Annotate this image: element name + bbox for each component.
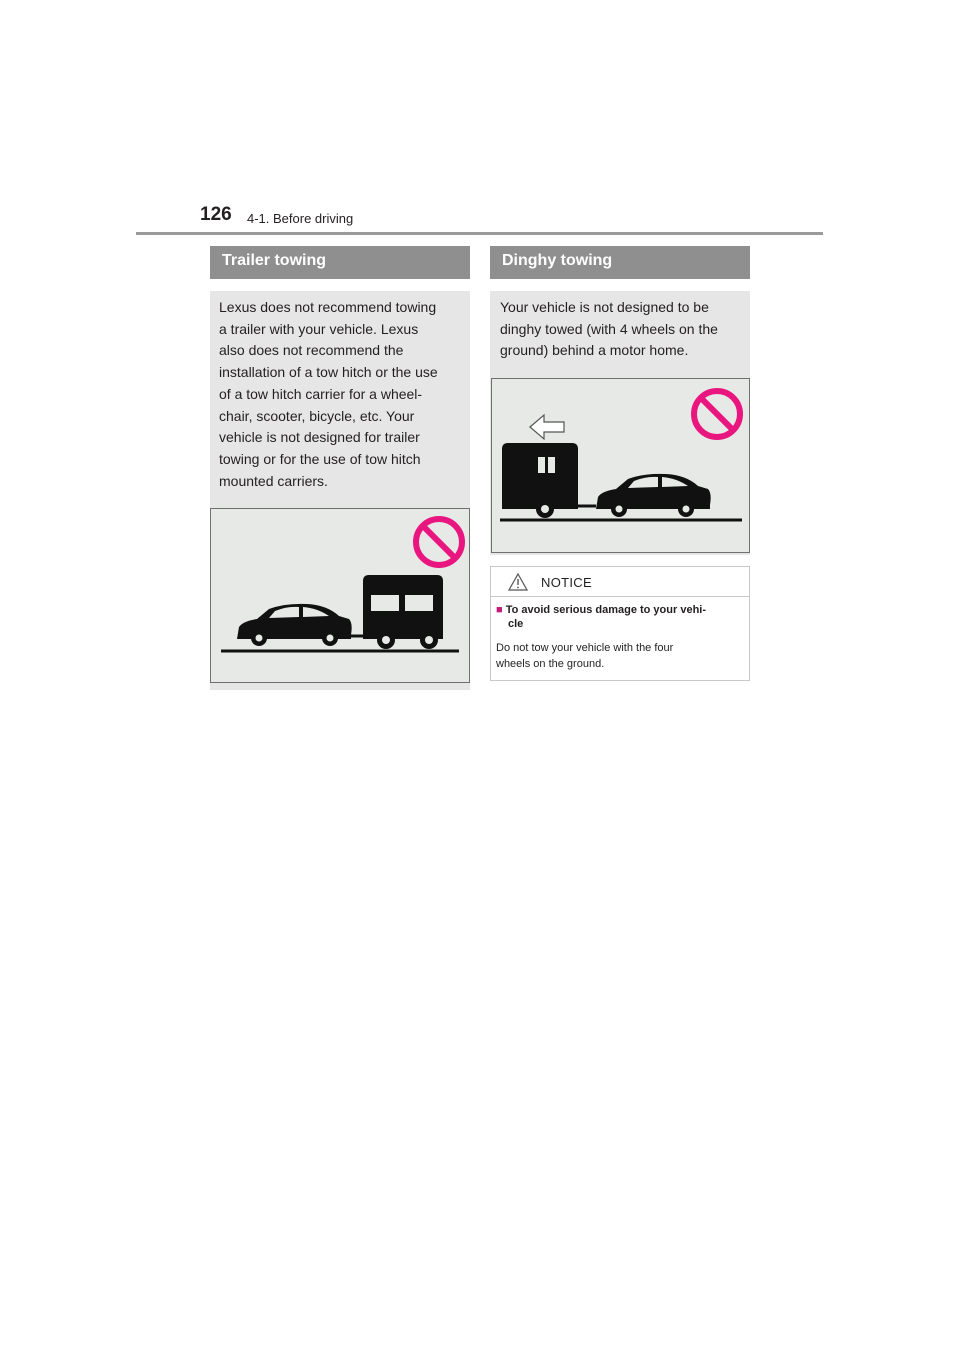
text-line: also does not recommend the: [219, 342, 404, 359]
text-line: a trailer with your vehicle. Lexus: [219, 320, 419, 337]
trailer-towing-illustration: [210, 508, 470, 683]
text-line: ground) behind a motor home.: [500, 342, 689, 359]
notice-heading: [496, 603, 744, 631]
section-title: 4-1. Before driving: [247, 211, 354, 226]
bullet-square: ■: [496, 604, 503, 616]
arrow-left-icon: [530, 415, 564, 439]
motor-home-icon: [502, 443, 578, 518]
text-line: towing or for the use of tow hitch: [219, 450, 421, 467]
notice-heading-line: To avoid serious damage to your vehi-: [505, 604, 707, 616]
text-line: vehicle is not designed for trailer: [219, 429, 420, 446]
dinghy-towing-illustration: [491, 378, 750, 553]
notice-text-line: Do not tow your vehicle with the four: [496, 642, 674, 654]
warning-triangle-icon: [508, 573, 528, 591]
prohibition-icon: [416, 519, 462, 565]
car-icon: [237, 604, 352, 646]
header-rule: [136, 232, 823, 235]
prohibition-icon: [694, 391, 740, 437]
notice-text: [496, 640, 673, 672]
text-line: chair, scooter, bicycle, etc. Your: [219, 407, 415, 424]
page-number: 126: [200, 204, 232, 225]
notice-header: [491, 567, 749, 597]
notice-label: NOTICE: [541, 575, 592, 590]
text-line: mounted carriers.: [219, 472, 328, 489]
trailer-icon: [363, 575, 443, 649]
trailer-towing-title: Trailer towing: [210, 246, 470, 279]
notice-text-line: wheels on the ground.: [496, 658, 605, 670]
dinghy-towing-title: Dinghy towing: [490, 246, 750, 279]
car-icon: [596, 474, 711, 517]
notice-heading-line: cle: [508, 618, 524, 630]
text-line: Your vehicle is not designed to be: [500, 299, 709, 315]
text-line: of a tow hitch carrier for a wheel-: [219, 385, 423, 402]
trailer-towing-text: [219, 297, 438, 492]
text-line: dinghy towed (with 4 wheels on the: [500, 320, 718, 337]
dinghy-towing-text: [500, 297, 718, 362]
text-line: installation of a tow hitch or the use: [219, 364, 438, 381]
text-line: Lexus does not recommend towing: [219, 299, 437, 315]
